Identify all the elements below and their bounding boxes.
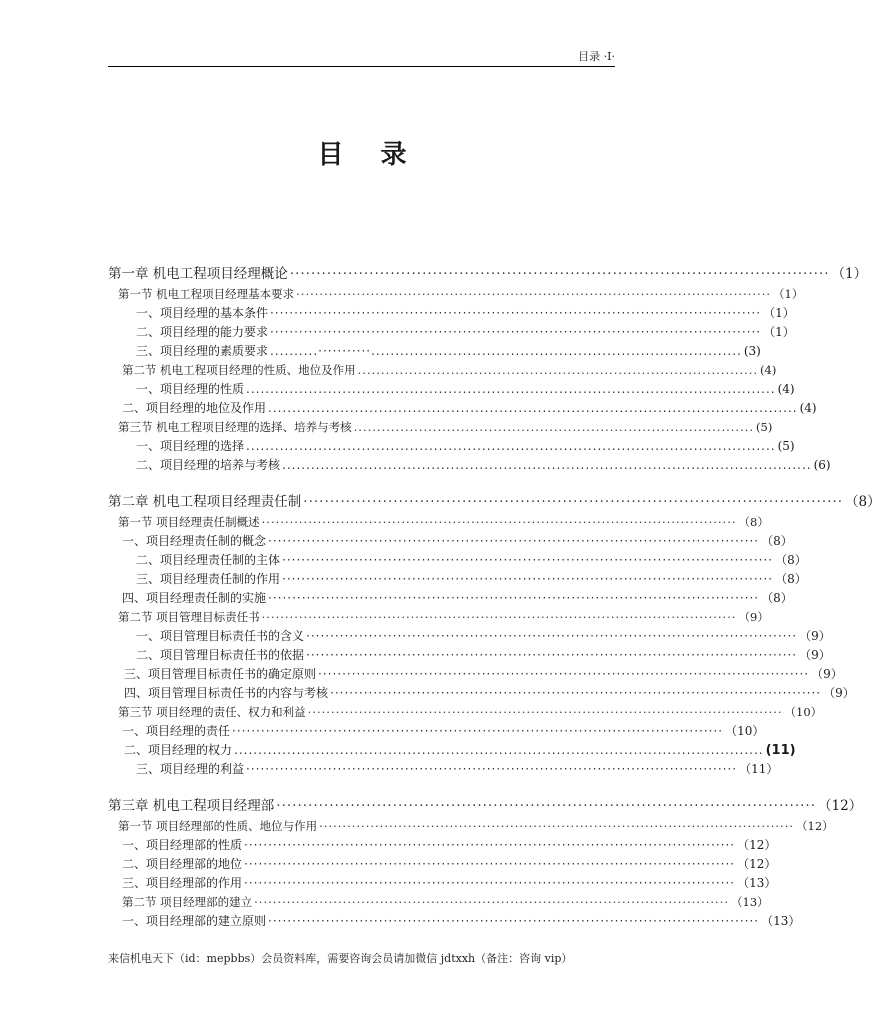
dot-leader: ······································································································ (296, 287, 772, 301)
dot-leader: .............................................................................................................. (246, 382, 776, 396)
toc-label: 一、项目经理的责任 (122, 724, 231, 738)
toc-label: 第一节 项目经理责任制概述 (118, 515, 260, 529)
toc-page: (5) (777, 439, 795, 453)
toc-page: (3) (743, 344, 761, 358)
toc-label: 三、项目经理部的作用 (122, 876, 243, 890)
toc-label: 三、项目经理责任制的作用 (136, 572, 281, 586)
toc-label: 一、项目经理责任制的概念 (122, 534, 267, 548)
toc-page: （1） (763, 325, 795, 339)
dot-leader: .............................................................................................................. (268, 401, 798, 415)
toc-item[interactable] (122, 532, 793, 550)
toc-item[interactable] (136, 437, 795, 455)
toc-page: (6) (813, 458, 831, 472)
dot-leader: ······································································································ (276, 798, 817, 814)
toc-page: (4) (760, 363, 777, 377)
toc-item[interactable] (122, 836, 777, 854)
toc-label: 第二节 项目管理目标责任书 (118, 610, 260, 624)
toc-page: (4) (799, 401, 817, 415)
toc-section[interactable] (122, 893, 769, 911)
toc-page: （13） (737, 876, 777, 890)
dot-leader: ······································································································ (244, 857, 736, 871)
toc-label: 一、项目经理部的性质 (122, 838, 243, 852)
toc-item[interactable] (136, 570, 807, 588)
toc-page: （9） (738, 610, 769, 624)
toc-page: （9） (811, 667, 843, 681)
dot-leader: .............................................................................................................. (282, 458, 812, 472)
toc-item[interactable] (136, 627, 831, 645)
toc-label: 第一节 项目经理部的性质、地位与作用 (118, 819, 318, 833)
toc-page: （12） (737, 838, 777, 852)
dot-leader: ······································································································ (244, 876, 736, 890)
toc-label: 第二章 机电工程项目经理责任制 (108, 494, 302, 510)
toc-label: 二、项目管理目标责任书的依据 (136, 648, 305, 662)
dot-leader: .............................................................................................................. (234, 743, 764, 757)
toc-item[interactable] (124, 684, 855, 702)
toc-item[interactable] (136, 323, 795, 341)
dot-leader: ······································································································ (270, 325, 762, 339)
toc-label: 一、项目经理的基本条件 (136, 306, 269, 320)
toc-label: 第一节 机电工程项目经理基本要求 (118, 287, 295, 301)
toc-page: （9） (799, 629, 831, 643)
dot-leader: ······································································································ (268, 914, 760, 928)
toc-label: 四、项目经理责任制的实施 (122, 591, 267, 605)
dot-leader: ······································································································ (268, 591, 760, 605)
toc-page: (11) (765, 743, 796, 758)
toc-page: （8） (775, 553, 807, 567)
dot-leader: ······································································································ (246, 762, 738, 776)
dot-leader: ······································································································ (270, 306, 762, 320)
toc-item[interactable] (136, 304, 795, 322)
dot-leader: ······································································································ (330, 686, 822, 700)
dot-leader: ······································································································ (261, 515, 737, 529)
dot-leader: ...................................................................................... (353, 420, 755, 434)
toc-label: 第一章 机电工程项目经理概论 (108, 266, 288, 282)
toc-item[interactable] (122, 589, 793, 607)
toc-page: （8） (738, 515, 769, 529)
toc-page: （8） (761, 591, 793, 605)
dot-leader: ······································································································ (282, 572, 774, 586)
dot-leader: ······································································································ (254, 895, 730, 909)
toc-section[interactable] (118, 817, 834, 835)
toc-page: （13） (731, 895, 769, 909)
toc-label: 一、项目经理部的建立原则 (122, 914, 267, 928)
toc-page: （12） (737, 857, 777, 871)
dot-leader: ······································································································ (261, 610, 737, 624)
toc-item[interactable] (136, 456, 831, 474)
toc-label: 二、项目经理的权力 (124, 743, 233, 757)
toc-label: 第二节 机电工程项目经理的性质、地位及作用 (122, 363, 356, 377)
toc-item[interactable] (136, 380, 795, 398)
toc-label: 第三节 项目经理的责任、权力和利益 (118, 705, 306, 719)
toc-page: (5) (756, 420, 773, 434)
dot-leader: ······································································································ (306, 629, 798, 643)
dot-leader: ······································································································ (244, 838, 736, 852)
toc-label: 一、项目经理的选择 (136, 439, 245, 453)
toc-page: （1） (831, 266, 868, 282)
toc-page: (4) (777, 382, 795, 396)
toc-section[interactable] (118, 703, 823, 721)
toc-page: （10） (784, 705, 823, 719)
toc-label: 一、项目管理目标责任书的含义 (136, 629, 305, 643)
toc-label: 二、项目经理的能力要求 (136, 325, 269, 339)
toc-page: （9） (823, 686, 855, 700)
dot-leader: ······································································································ (319, 819, 795, 833)
toc-page: （13） (761, 914, 801, 928)
page-title: 目 录 (317, 140, 421, 170)
toc-section[interactable] (118, 513, 769, 531)
toc-page: （1） (773, 287, 804, 301)
toc-chapter[interactable] (108, 797, 863, 815)
dot-leader: ······································································································ (268, 534, 760, 548)
toc-item[interactable] (136, 342, 761, 360)
toc-page: （8） (775, 572, 807, 586)
toc-item[interactable] (136, 760, 779, 778)
toc-section[interactable] (118, 285, 804, 303)
toc-label: 三、项目管理目标责任书的确定原则 (124, 667, 317, 681)
toc-item[interactable] (136, 551, 807, 569)
dot-leader: ······································································································ (318, 667, 810, 681)
toc-page: （1） (763, 306, 795, 320)
toc-section[interactable] (118, 608, 769, 626)
toc-label: 三、项目经理的利益 (136, 762, 245, 776)
toc-label: 第三节 机电工程项目经理的选择、培养与考核 (118, 420, 352, 434)
toc-label: 第三章 机电工程项目经理部 (108, 798, 275, 814)
toc-page: （11） (739, 762, 779, 776)
toc-page: （10） (725, 724, 765, 738)
page-footer: 来信机电天下（id：mepbbs）会员资料库，需要咨询会员请加微信 jdtxxh（备注：咨询 vip） (108, 952, 573, 965)
dot-leader: ······································································································ (289, 266, 830, 282)
toc-item[interactable] (122, 399, 817, 417)
toc-label: 二、项目经理的培养与考核 (136, 458, 281, 472)
dot-leader: ······································································································ (282, 553, 774, 567)
dot-leader: ······································································································ (232, 724, 724, 738)
toc-section[interactable] (122, 361, 777, 379)
toc-label: 二、项目经理的地位及作用 (122, 401, 267, 415)
toc-chapter[interactable] (108, 265, 868, 283)
toc-section[interactable] (118, 418, 773, 436)
toc-page: （8） (761, 534, 793, 548)
toc-label: 二、项目经理责任制的主体 (136, 553, 281, 567)
toc-label: 三、项目经理的素质要求 (136, 344, 269, 358)
dot-leader: ······································································································ (306, 648, 798, 662)
dot-leader: ······································································································ (303, 494, 844, 510)
toc-label: 一、项目经理的性质 (136, 382, 245, 396)
toc-page: （8） (845, 494, 881, 510)
toc-item[interactable] (122, 722, 765, 740)
toc-label: 四、项目管理目标责任书的内容与考核 (124, 686, 329, 700)
toc-chapter[interactable] (108, 493, 881, 511)
toc-item[interactable] (124, 665, 843, 683)
toc-label: 二、项目经理部的地位 (122, 857, 243, 871)
toc-label: 第二节 项目经理部的建立 (122, 895, 253, 909)
dot-leader: ...................................................................................... (357, 363, 759, 377)
toc-item[interactable] (122, 912, 801, 930)
dot-leader: ······································································································ (307, 705, 783, 719)
page-header: 目录 ·I· (108, 50, 615, 67)
toc-page: （12） (818, 798, 863, 814)
dot-leader: .............................................................................................................. (246, 439, 776, 453)
toc-item[interactable] (124, 741, 796, 759)
dot-leader: ..........···········............................................................................. (270, 344, 742, 358)
toc-item[interactable] (122, 855, 777, 873)
toc-page: （12） (796, 819, 834, 833)
toc-item[interactable] (136, 646, 831, 664)
toc-page: （9） (799, 648, 831, 662)
toc-item[interactable] (122, 874, 777, 892)
